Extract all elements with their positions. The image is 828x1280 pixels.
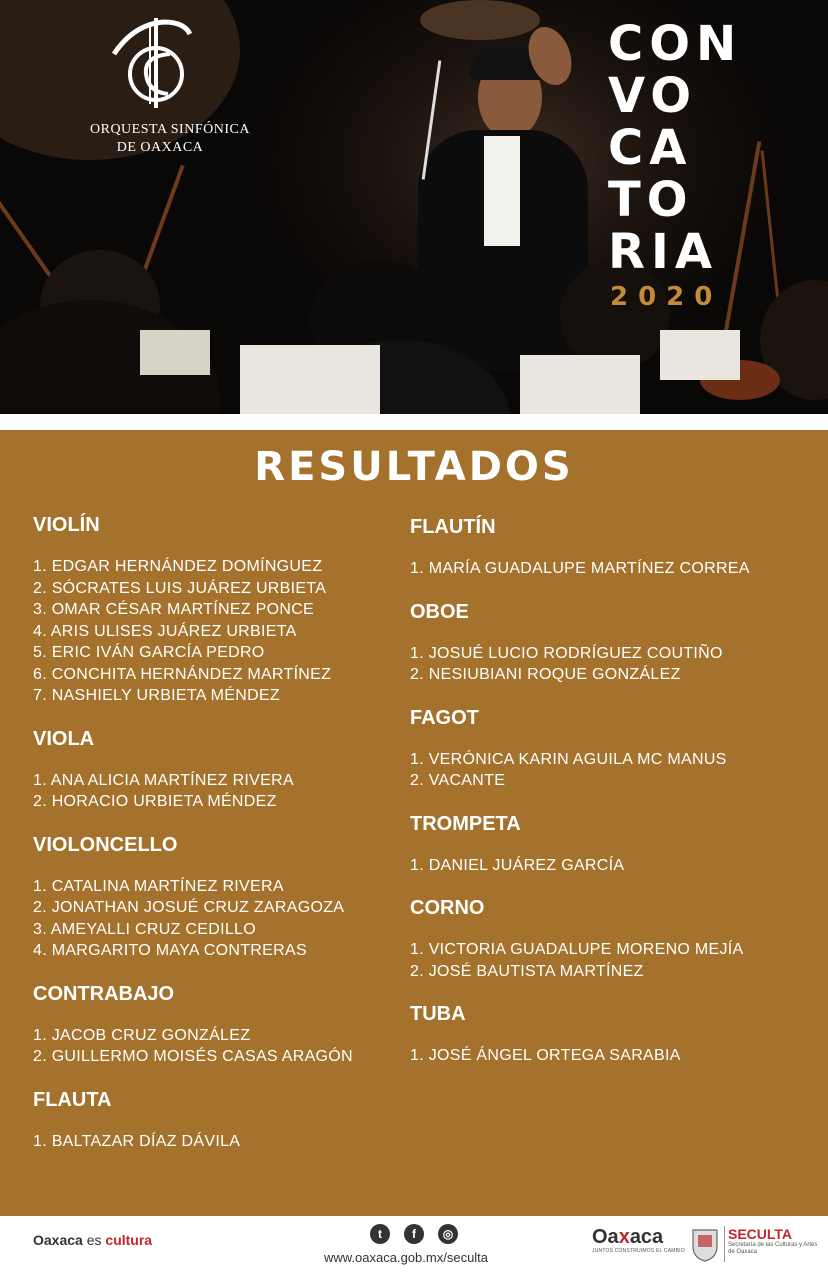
instrument-title: CONTRABAJO <box>33 982 175 1005</box>
instrument-section <box>410 813 810 877</box>
instagram-icon[interactable]: ◎ <box>438 1224 458 1244</box>
result-entry: 7. NASHIELY URBIETA MÉNDEZ <box>33 687 280 704</box>
title-line-5: RIA <box>608 224 718 280</box>
title-line-1: CON <box>608 16 743 72</box>
result-entry: 5. ERIC IVÁN GARCÍA PEDRO <box>33 644 265 661</box>
result-entry: 1. JOSUÉ LUCIO RODRÍGUEZ COUTIÑO <box>410 644 723 662</box>
instrument-section <box>33 728 403 813</box>
instrument-section <box>33 1089 403 1153</box>
state-seal-icon <box>690 1226 720 1262</box>
result-entry: 1. JACOB CRUZ GONZÁLEZ <box>33 1026 251 1044</box>
hero-photo <box>0 0 828 414</box>
seculta-name: SECULTA <box>728 1226 793 1242</box>
brand-cultura: cultura <box>105 1232 153 1248</box>
instrument-title: VIOLA <box>33 727 95 750</box>
result-entry: 6. CONCHITA HERNÁNDEZ MARTÍNEZ <box>33 665 332 683</box>
gov-tagline: JUNTOS CONSTRUIMOS EL CAMBIO <box>592 1248 685 1254</box>
orchestra-logo <box>90 14 250 164</box>
result-entry: 4. MARGARITO MAYA CONTRERAS <box>33 942 307 959</box>
title-year: 2020 <box>610 282 723 312</box>
brand-es: es <box>82 1232 106 1248</box>
orchestra-name-line1: ORQUESTA SINFÓNICA <box>90 122 250 137</box>
instrument-title: TUBA <box>410 1003 466 1025</box>
result-entry: 3. AMEYALLI CRUZ CEDILLO <box>33 920 256 938</box>
instrument-title: TROMPETA <box>410 812 521 835</box>
social-links <box>370 1224 470 1246</box>
result-entry: 1. VERÓNICA KARIN AGUILA MC MANUS <box>410 750 727 768</box>
facebook-icon[interactable]: f <box>404 1224 424 1244</box>
seculta-url[interactable]: www.oaxaca.gob.mx/seculta <box>324 1250 489 1265</box>
results-column-left <box>33 514 403 1173</box>
instrument-section <box>410 707 810 792</box>
instrument-section <box>33 834 403 962</box>
result-entry: 2. GUILLERMO MOISÉS CASAS ARAGÓN <box>33 1048 353 1065</box>
seculta-logo <box>728 1226 824 1256</box>
instrument-title: FAGOT <box>410 706 479 729</box>
result-entry: 2. SÓCRATES LUIS JUÁREZ URBIETA <box>33 579 327 597</box>
result-entry: 4. ARIS ULISES JUÁREZ URBIETA <box>33 622 297 640</box>
result-entry: 3. OMAR CÉSAR MARTÍNEZ PONCE <box>33 601 315 618</box>
seculta-subtitle: Secretaría de las Culturas y Artes de Oaxaca <box>728 1242 818 1255</box>
instrument-section <box>410 516 810 580</box>
instrument-section <box>33 983 403 1068</box>
instrument-title: OBOE <box>410 600 469 623</box>
brand-word: Oaxaca <box>33 1232 83 1248</box>
result-entry: 2. NESIUBIANI ROQUE GONZÁLEZ <box>410 666 681 683</box>
result-entry: 1. VICTORIA GUADALUPE MORENO MEJÍA <box>410 941 744 958</box>
orchestra-emblem-icon <box>104 14 200 110</box>
instrument-title: FLAUTÍN <box>410 516 496 538</box>
gov-logo-x: x <box>618 1226 630 1248</box>
orchestra-name-line2: DE OAXACA <box>116 140 204 155</box>
footer-divider <box>724 1226 725 1262</box>
footer <box>0 1216 828 1280</box>
result-entry: 1. CATALINA MARTÍNEZ RIVERA <box>33 877 284 895</box>
result-entry: 2. VACANTE <box>410 772 506 789</box>
twitter-icon[interactable]: t <box>370 1224 390 1244</box>
instrument-section <box>410 601 810 686</box>
convocatoria-title <box>608 18 748 312</box>
instrument-title: VIOLÍN <box>33 514 100 536</box>
result-entry: 1. EDGAR HERNÁNDEZ DOMÍNGUEZ <box>33 558 323 575</box>
results-panel <box>0 430 828 1216</box>
result-entry: 1. MARÍA GUADALUPE MARTÍNEZ CORREA <box>410 560 750 577</box>
result-entry: 1. DANIEL JUÁREZ GARCÍA <box>410 856 625 874</box>
title-line-3: CA <box>608 120 693 176</box>
results-column-right <box>410 516 810 1088</box>
result-entry: 1. BALTAZAR DÍAZ DÁVILA <box>33 1132 241 1150</box>
instrument-section <box>33 514 403 707</box>
instrument-title: CORNO <box>410 897 485 919</box>
instrument-section <box>410 1003 810 1067</box>
oaxaca-es-cultura-brand <box>33 1232 152 1248</box>
gov-logo-a: Oa <box>592 1226 619 1248</box>
result-entry: 1. JOSÉ ÁNGEL ORTEGA SARABIA <box>410 1047 681 1064</box>
result-entry: 2. JOSÉ BAUTISTA MARTÍNEZ <box>410 962 644 980</box>
result-entry: 2. JONATHAN JOSUÉ CRUZ ZARAGOZA <box>33 899 345 916</box>
instrument-title: FLAUTA <box>33 1088 112 1111</box>
title-line-2: VO <box>608 68 698 124</box>
result-entry: 1. ANA ALICIA MARTÍNEZ RIVERA <box>33 771 294 789</box>
results-heading: RESULTADOS <box>254 444 574 490</box>
title-line-4: TO <box>608 172 694 228</box>
instrument-title: VIOLONCELLO <box>33 833 178 856</box>
instrument-section <box>410 897 810 982</box>
oaxaca-government-logo <box>592 1226 684 1262</box>
gov-logo-b: aca <box>629 1226 664 1248</box>
result-entry: 2. HORACIO URBIETA MÉNDEZ <box>33 793 277 810</box>
